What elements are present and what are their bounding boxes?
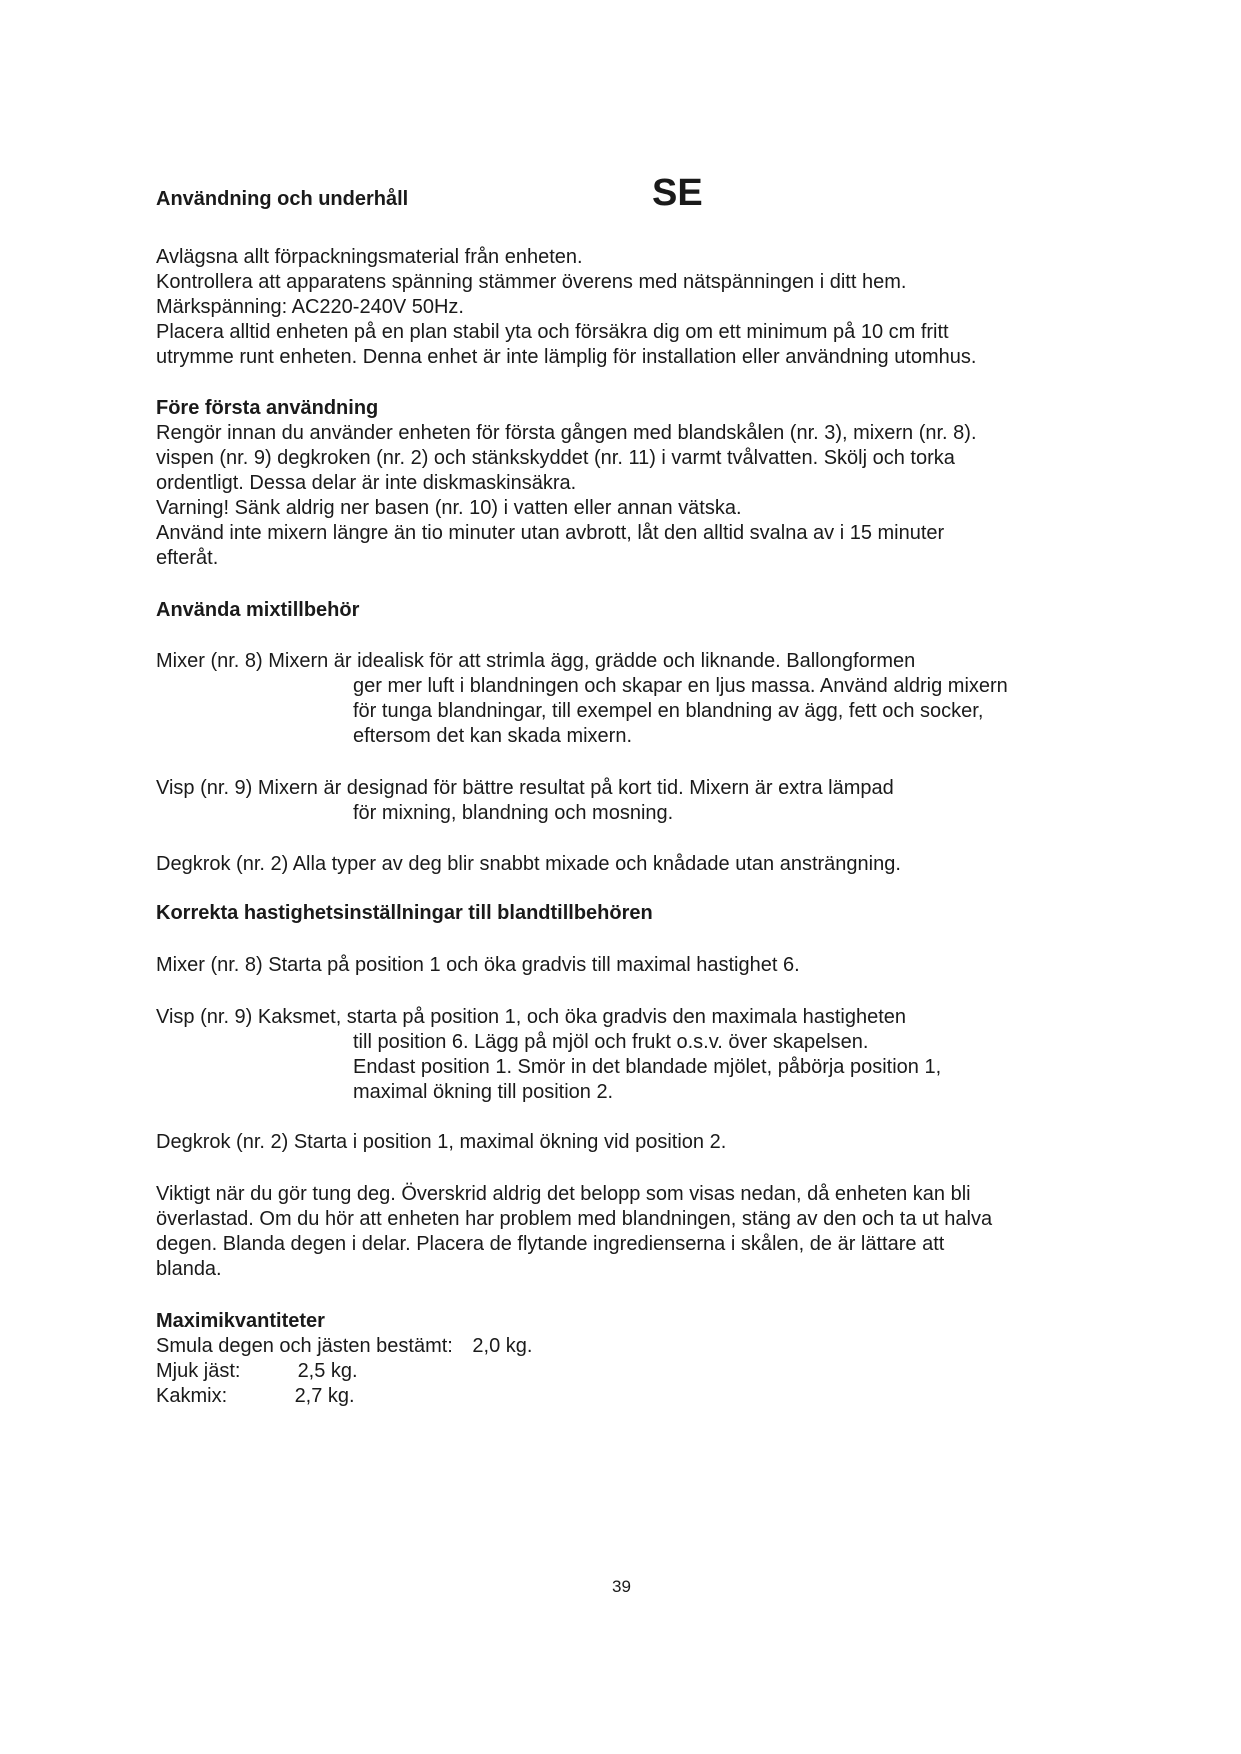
first-use-line-4: Varning! Sänk aldrig ner basen (nr. 10) i vatten eller annan vätska.: [156, 497, 742, 519]
accessory-dough-hook: Degkrok (nr. 2) Alla typer av deg blir snabbt mixade och knådade utan ansträngning.: [156, 853, 901, 875]
important-line-3: degen. Blanda degen i delar. Placera de flytande ingredienserna i skålen, de är lättare att: [156, 1233, 945, 1255]
max-row-value: 2,0 kg.: [472, 1335, 533, 1357]
intro-line-4: Placera alltid enheten på en plan stabil yta och försäkra dig om ett minimum på 10 cm fritt: [156, 321, 949, 343]
first-use-line-1: Rengör innan du använder enheten för första gången med blandskålen (nr. 3), mixern (nr. 8).: [156, 422, 977, 444]
first-use-line-5: Använd inte mixern längre än tio minuter utan avbrott, låt den alltid svalna av i 15 minuter: [156, 522, 945, 544]
page-number: 39: [612, 1577, 631, 1596]
speed-whisk-line-2: till position 6. Lägg på mjöl och frukt o.s.v. över skapelsen.: [353, 1031, 869, 1053]
max-row-label: Smula degen och jästen bestämt:: [156, 1335, 453, 1357]
accessory-whisk-line-2: för mixning, blandning och mosning.: [353, 802, 674, 824]
accessory-mixer-line-1: Mixer (nr. 8) Mixern är idealisk för att strimla ägg, grädde och liknande. Ballongformen: [156, 650, 916, 672]
max-row: [156, 1384, 355, 1409]
accessory-mixer-line-3: för tunga blandningar, till exempel en blandning av ägg, fett och socker,: [353, 700, 984, 722]
accessories-heading: Använda mixtillbehör: [156, 599, 360, 621]
section-title: Användning och underhåll: [156, 188, 409, 210]
speed-whisk-line-3: Endast position 1. Smör in det blandade mjölet, påbörja position 1,: [353, 1056, 942, 1078]
max-row-label: Mjuk jäst:: [156, 1360, 241, 1382]
important-line-1: Viktigt när du gör tung deg. Överskrid aldrig det belopp som visas nedan, då enheten kan bli: [156, 1183, 971, 1205]
intro-line-5: utrymme runt enheten. Denna enhet är inte lämplig för installation eller användning utomhus.: [156, 346, 977, 368]
language-code: SE: [652, 172, 703, 214]
max-row-label: Kakmix:: [156, 1385, 228, 1407]
speed-heading: Korrekta hastighetsinställningar till blandtillbehören: [156, 902, 653, 924]
first-use-line-3: ordentligt. Dessa delar är inte diskmaskinsäkra.: [156, 472, 577, 494]
max-row-value: 2,5 kg.: [297, 1360, 358, 1382]
intro-line-3: Märkspänning: AC220-240V 50Hz.: [156, 296, 464, 318]
speed-dough-hook: Degkrok (nr. 2) Starta i position 1, maximal ökning vid position 2.: [156, 1131, 727, 1153]
speed-whisk-line-1: Visp (nr. 9) Kaksmet, starta på position 1, och öka gradvis den maximala hastigheten: [156, 1006, 907, 1028]
max-row: [156, 1334, 532, 1359]
intro-line-1: Avlägsna allt förpackningsmaterial från enheten.: [156, 246, 583, 268]
max-row: [156, 1359, 358, 1384]
max-row-value: 2,7 kg.: [294, 1385, 355, 1407]
important-line-2: överlastad. Om du hör att enheten har problem med blandningen, stäng av den och ta ut halva: [156, 1208, 993, 1230]
speed-whisk-line-4: maximal ökning till position 2.: [353, 1081, 614, 1103]
speed-mixer: Mixer (nr. 8) Starta på position 1 och öka gradvis till maximal hastighet 6.: [156, 954, 800, 976]
first-use-heading: Före första användning: [156, 397, 379, 419]
accessory-mixer-line-4: eftersom det kan skada mixern.: [353, 725, 633, 747]
max-heading: Maximikvantiteter: [156, 1310, 325, 1332]
important-line-4: blanda.: [156, 1258, 222, 1280]
intro-line-2: Kontrollera att apparatens spänning stämmer överens med nätspänningen i ditt hem.: [156, 271, 907, 293]
first-use-line-6: efteråt.: [156, 547, 219, 569]
accessory-mixer-line-2: ger mer luft i blandningen och skapar en ljus massa. Använd aldrig mixern: [353, 675, 1008, 697]
first-use-line-2: vispen (nr. 9) degkroken (nr. 2) och stänkskyddet (nr. 11) i varmt tvålvatten. Skölj och torka: [156, 447, 955, 469]
accessory-whisk-line-1: Visp (nr. 9) Mixern är designad för bättre resultat på kort tid. Mixern är extra lämpad: [156, 777, 894, 799]
